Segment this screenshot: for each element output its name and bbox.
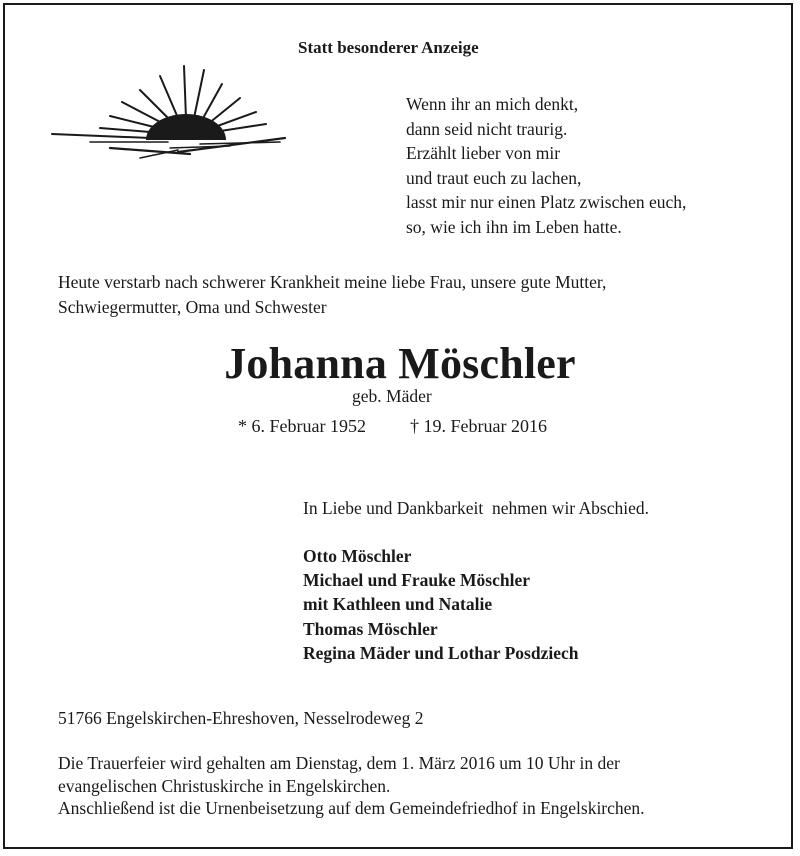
poem-line: und traut euch zu lachen,	[406, 167, 582, 188]
mourners-list	[303, 544, 578, 665]
birth-date: * 6. Februar 1952	[238, 416, 366, 436]
mourner-name: Michael und Frauke Möschler	[303, 570, 530, 591]
service-line: Die Trauerfeier wird gehalten am Dienstag, dem 1. März 2016 um 10 Uhr in der	[58, 753, 620, 773]
poem-line: lasst mir nur einen Platz zwischen euch,	[406, 192, 687, 212]
mourner-name: mit Kathleen und Natalie	[303, 594, 493, 615]
announcement-text	[58, 270, 606, 319]
family-address: 51766 Engelskirchen-Ehreshoven, Nesselrodeweg 2	[58, 708, 424, 728]
announcement-line: Schwiegermutter, Oma und Schwester	[58, 296, 327, 317]
poem-line: Erzählt lieber von mir	[406, 143, 561, 163]
poem-line: dann seid nicht traurig.	[406, 118, 568, 139]
poem-line: so, wie ich ihn im Leben hatte.	[406, 216, 622, 237]
service-line: evangelischen Christuskirche in Engelskirchen.	[58, 775, 391, 796]
deceased-name: Johanna Möschler	[224, 339, 576, 388]
farewell-text: In Liebe und Dankbarkeit nehmen wir Abschied.	[303, 498, 650, 518]
rising-sun-icon	[50, 58, 290, 168]
poem-line: Wenn ihr an mich denkt,	[406, 94, 579, 114]
mourner-name: Regina Mäder und Lothar Posdziech	[303, 642, 579, 663]
mourner-name: Thomas Möschler	[303, 618, 438, 639]
mourner-name: Otto Möschler	[303, 546, 412, 566]
announcement-line: Heute verstarb nach schwerer Krankheit meine liebe Frau, unsere gute Mutter,	[58, 272, 607, 292]
notice-header: Statt besonderer Anzeige	[298, 38, 479, 57]
maiden-name: geb. Mäder	[352, 386, 432, 406]
service-line: Anschließend ist die Urnenbeisetzung auf dem Gemeindefriedhof in Engelskirchen.	[58, 798, 645, 818]
funeral-service-info	[58, 752, 645, 820]
memorial-poem	[406, 92, 686, 239]
death-date: † 19. Februar 2016	[410, 416, 547, 436]
